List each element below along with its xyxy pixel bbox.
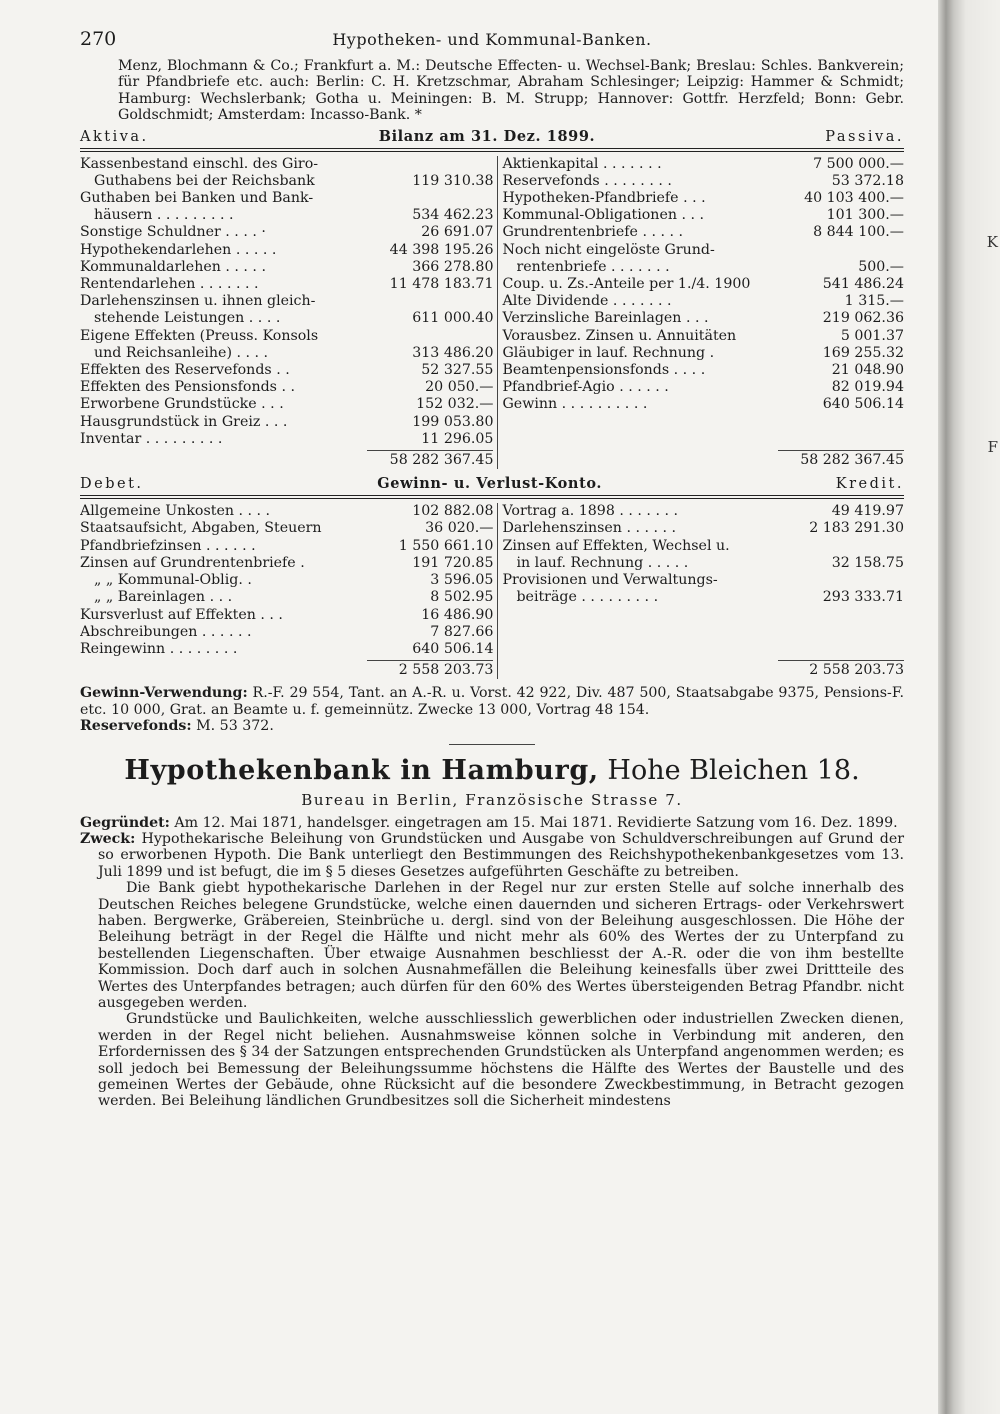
debet-row-amount: 640 506.14 — [412, 640, 494, 657]
passiva-row-amount: 541 486.24 — [822, 276, 904, 293]
debet-row-amount: 1 550 661.10 — [398, 537, 494, 554]
passiva-row-amount: 5 001.37 — [840, 327, 904, 344]
aktiva-row — [80, 396, 493, 413]
running-title: Hypotheken- und Kommunal-Banken. — [332, 30, 652, 49]
passiva-row — [502, 379, 904, 396]
debet-row-label: Staatsaufsicht, Abgaben, Steuern — [80, 520, 322, 537]
aktiva-row — [80, 190, 493, 207]
double-rule — [80, 148, 904, 152]
aktiva-row-label: Erworbene Grundstücke . . . — [80, 396, 284, 413]
debet-row-amount: 102 882.08 — [412, 503, 494, 520]
passiva-row — [502, 293, 904, 310]
aktiva-total: 58 282 367.45 — [367, 450, 493, 469]
aktiva-row — [80, 328, 493, 345]
debet-row-amount: 8 502.95 — [430, 589, 494, 606]
aktiva-row-amount: 11 296.05 — [421, 430, 494, 447]
passiva-row-label: Grundrentenbriefe . . . . . — [502, 224, 684, 241]
balance-title: Bilanz am 31. Dez. 1899. — [378, 127, 596, 145]
passiva-row — [502, 156, 904, 173]
debet-row-amount: 36 020.— — [425, 520, 494, 537]
passiva-row-label: Gläubiger in lauf. Rechnung . — [502, 344, 715, 361]
debet-row-label: Allgemeine Unkosten . . . . — [80, 503, 271, 520]
passiva-row — [502, 310, 904, 327]
passiva-row-amount: 500.— — [858, 258, 904, 275]
passiva-row — [502, 224, 904, 241]
gewinn-verwendung — [80, 685, 904, 718]
kredit-row — [502, 538, 904, 555]
aktiva-row-label: Eigene Effekten (Preuss. Konsols — [80, 327, 319, 344]
kredit-label: Kredit. — [835, 476, 904, 493]
kredit-row — [502, 520, 904, 537]
debet-row-label: „ „ Bareinlagen . . . — [94, 589, 233, 606]
passiva-row-label: Reservefonds . . . . . . . . — [502, 172, 672, 189]
margin-letter: K — [986, 233, 998, 251]
aktiva-row-amount: 119 310.38 — [412, 172, 494, 189]
reservefonds — [80, 718, 904, 734]
passiva-row — [502, 207, 904, 224]
aktiva-row — [80, 379, 493, 396]
page-edge — [938, 0, 1000, 1414]
aktiva-row-amount: 534 462.23 — [412, 207, 494, 224]
aktiva-row — [80, 224, 493, 241]
kredit-row-label: Darlehenszinsen . . . . . . — [502, 520, 677, 537]
bank-title — [80, 755, 904, 787]
aktiva-row-label: Sonstige Schuldner . . . . · — [80, 224, 266, 241]
passiva-total: 58 282 367.45 — [778, 450, 904, 469]
passiva-row — [502, 328, 904, 345]
lending-paragraph: Die Bank giebt hypothekarische Darlehen in der Regel nur zur ersten Stelle auf solche innerhalb des Deutschen Reiches belegene Grundstücke, welche einen dauernden und sicheren Ertrags- oder Verkehrswert haben. Bergwerke, Gräbereien, Steinbrüche u. dergl. sind von der Beleihung ausgeschlossen. Die Höhe der Beleihung beträgt in der Regel die Hälfte und nicht mehr als 60% des Wertes der zu Unterpfand zu bestellenden Liegenschaften. Über etwaige Ausnahmen beschliesst der A.-R. oder die von ihm bestellte Kommission. Doch darf auch in solchen Ausnahmefällen die Beleihung keinesfalls über zwei Drittteile des Wertes des Unterpfandes betragen; auch dürfen für den 60% des Wertes übersteigenden Betrag Pfandbr. nicht ausgegeben werden. — [98, 880, 904, 1011]
passiva-row — [502, 345, 904, 362]
aktiva-row-label: Rentendarlehen . . . . . . . — [80, 276, 259, 293]
pl-header — [80, 475, 904, 493]
passiva-row-label: Coup. u. Zs.-Anteile per 1./4. 1900 — [502, 276, 751, 293]
kredit-row — [502, 572, 904, 589]
aktiva-row — [80, 310, 493, 327]
passiva-row-label: Kommunal-Obligationen . . . — [502, 207, 705, 224]
kredit-row-label: beiträge . . . . . . . . . — [516, 589, 659, 606]
passiva-row — [502, 242, 904, 259]
section-divider — [449, 744, 535, 745]
aktiva-row — [80, 362, 493, 379]
passiva-row-amount: 219 062.36 — [822, 310, 904, 327]
aktiva-label: Aktiva. — [80, 128, 149, 145]
founded-text: Am 12. Mai 1871, handelsger. eingetragen am 15. Mai 1871. Revidierte Satzung vom 16. Dez. 1899. — [174, 814, 898, 831]
debet-row-label: Zinsen auf Grundrentenbriefe . — [80, 554, 305, 571]
aktiva-row-label: Hypothekendarlehen . . . . . — [80, 241, 277, 258]
aktiva-row-label: stehende Leistungen . . . . — [94, 310, 281, 327]
kredit-total: 2 558 203.73 — [778, 660, 904, 679]
debet-row — [80, 555, 493, 572]
aktiva-row — [80, 276, 493, 293]
aktiva-row-amount: 611 000.40 — [412, 310, 494, 327]
debet-row-amount: 191 720.85 — [412, 554, 494, 571]
aktiva-row — [80, 293, 493, 310]
buildings-paragraph: Grundstücke und Baulichkeiten, welche ausschliesslich gewerblichen oder industriellen Zwecken dienen, werden in der Regel nicht beliehen. Ausnahmsweise können solche in Verbindung mit anderen, den Erfordernissen des § 34 der Satzungen entsprechenden Grundstücken als Unterpfand angenommen werden; es soll jedoch bei Bemessung der Beleihungssumme höchstens die Hälfte des Wertes der Baustelle und des gemeinen Wertes der Gebäude, ohne Rücksicht auf die besondere Zweckbestimmung, in Betracht gezogen werden. Bei Beleihung ländlichen Grundbesitzes soll die Sicherheit mindestens — [98, 1011, 904, 1110]
page-content — [80, 24, 904, 1110]
aktiva-row-amount: 313 486.20 — [412, 344, 494, 361]
aktiva-row-label: Kassenbestand einschl. des Giro- — [80, 155, 319, 172]
aktiva-column — [80, 156, 498, 470]
kredit-row-amount: 32 158.75 — [831, 554, 904, 571]
debet-total: 2 558 203.73 — [367, 660, 493, 679]
passiva-row-amount: 169 255.32 — [822, 344, 904, 361]
aktiva-row — [80, 259, 493, 276]
aktiva-row-label: Guthaben bei Banken und Bank- — [80, 190, 314, 207]
passiva-row — [502, 276, 904, 293]
debet-row-amount: 3 596.05 — [430, 572, 494, 589]
passiva-row-label: Aktienkapital . . . . . . . — [502, 155, 662, 172]
passiva-row-label: Pfandbrief-Agio . . . . . . — [502, 379, 669, 396]
debet-row-label: Reingewinn . . . . . . . . — [80, 640, 238, 657]
passiva-row-amount: 21 048.90 — [831, 362, 904, 379]
balance-table — [80, 156, 904, 470]
debet-row — [80, 607, 493, 624]
aktiva-row-label: Inventar . . . . . . . . . — [80, 430, 223, 447]
debet-row — [80, 589, 493, 606]
kredit-row-label: Provisionen und Verwaltungs- — [502, 572, 718, 589]
debet-row — [80, 572, 493, 589]
bank-bureau: Bureau in Berlin, Französische Strasse 7. — [301, 790, 683, 809]
aktiva-row-amount: 11 478 183.71 — [389, 276, 494, 293]
passiva-row-amount: 82 019.94 — [831, 379, 904, 396]
aktiva-row-amount: 152 032.— — [416, 396, 494, 413]
passiva-row-amount: 1 315.— — [844, 293, 904, 310]
pl-table — [80, 503, 904, 679]
aktiva-row — [80, 414, 493, 431]
passiva-row-amount: 101 300.— — [826, 207, 904, 224]
double-rule — [80, 495, 904, 499]
purpose-paragraph — [80, 831, 904, 880]
passiva-label: Passiva. — [825, 128, 904, 145]
aktiva-row-label: Hausgrundstück in Greiz . . . — [80, 413, 288, 430]
passiva-row-amount: 640 506.14 — [822, 396, 904, 413]
aktiva-row-amount: 199 053.80 — [412, 413, 494, 430]
kredit-row-label: in lauf. Rechnung . . . . . — [516, 554, 689, 571]
debet-row — [80, 520, 493, 537]
aktiva-row-label: Guthabens bei der Reichsbank — [94, 172, 315, 189]
kredit-row-amount: 2 183 291.30 — [809, 520, 904, 537]
intro-text: Menz, Blochmann & Co.; Frankfurt a. M.: Deutsche Effecten- u. Wechsel-Bank; Breslau: Schles. Bankverein; für Pfandbriefe etc. auch: Berlin: C. H. Kretzschmar, Abraham Schlesinger; Leipzig: Hammer & Schmidt; Hamburg: Wechslerbank; Gotha u. Meiningen: B. M. Strupp; Hannover: Gottfr. Herzfeld; Bonn: Gebr. Goldschmidt; Amsterdam: Incasso-Bank. * — [118, 58, 904, 124]
kredit-row — [502, 503, 904, 520]
margin-letter: F — [987, 438, 998, 456]
aktiva-row-amount: 366 278.80 — [412, 258, 494, 275]
aktiva-row-label: Effekten des Pensionsfonds . . — [80, 379, 295, 396]
kredit-row-label: Vortrag a. 1898 . . . . . . . — [502, 503, 678, 520]
debet-column — [80, 503, 498, 679]
passiva-row — [502, 396, 904, 413]
passiva-row-amount: 40 103 400.— — [804, 190, 904, 207]
passiva-row-label: Beamtenpensionsfonds . . . . — [502, 362, 706, 379]
debet-row-amount: 16 486.90 — [421, 606, 494, 623]
passiva-row-label: Gewinn . . . . . . . . . . — [502, 396, 648, 413]
aktiva-row — [80, 173, 493, 190]
debet-row — [80, 538, 493, 555]
passiva-row — [502, 362, 904, 379]
passiva-row-label: Vorausbez. Zinsen u. Annuitäten — [502, 327, 737, 344]
debet-row-label: „ „ Kommunal-Oblig. . — [94, 572, 252, 589]
passiva-column — [498, 156, 904, 470]
aktiva-row — [80, 345, 493, 362]
debet-row — [80, 641, 493, 658]
reserve-label: Reservefonds: — [80, 718, 192, 735]
passiva-row-label: Hypotheken-Pfandbriefe . . . — [502, 190, 706, 207]
aktiva-row-label: Effekten des Reservefonds . . — [80, 362, 290, 379]
aktiva-row — [80, 242, 493, 259]
aktiva-row-amount: 20 050.— — [425, 379, 494, 396]
page-number: 270 — [80, 28, 117, 50]
passiva-row-label: Noch nicht eingelöste Grund- — [502, 241, 715, 258]
purpose-label: Zweck: — [80, 830, 136, 847]
passiva-row-label: Verzinsliche Bareinlagen . . . — [502, 310, 709, 327]
aktiva-row-label: Darlehenszinsen u. ihnen gleich- — [80, 293, 316, 310]
aktiva-row-label: häusern . . . . . . . . . — [94, 207, 234, 224]
kredit-row-amount: 293 333.71 — [822, 589, 904, 606]
kredit-column — [498, 503, 904, 679]
passiva-row-amount: 7 500 000.— — [813, 155, 904, 172]
aktiva-row-label: und Reichsanleihe) . . . . — [94, 344, 269, 361]
verwendung-label: Gewinn-Verwendung: — [80, 685, 248, 702]
passiva-row — [502, 190, 904, 207]
passiva-row-amount: 8 844 100.— — [813, 224, 904, 241]
passiva-row-amount: 53 372.18 — [831, 172, 904, 189]
aktiva-row-amount: 44 398 195.26 — [389, 241, 494, 258]
purpose-text: Hypothekarische Beleihung von Grundstücken und Ausgabe von Schuldverschreibungen auf Grund der so erworbenen Hypoth. Die Bank unterliegt den Bestimmungen des Reichshypothekenbankgesetzes vom 13. Juli 1899 und ist befugt, die im § 5 dieses Gesetzes aufgeführten Geschäfte zu betreiben. — [98, 830, 904, 880]
kredit-row — [502, 589, 904, 606]
founded-label: Gegründet: — [80, 814, 170, 831]
verwendung-text: R.-F. 29 554, Tant. an A.-R. u. Vorst. 42 922, Div. 487 500, Staatsabgabe 9375, Pensions-F. etc. 10 000, Grat. an Beamte u. f. gemeinnütz. Zwecke 13 000, Vortrag 48 154. — [80, 685, 904, 718]
debet-row-amount: 7 827.66 — [430, 623, 494, 640]
passiva-row-label: rentenbriefe . . . . . . . — [516, 258, 670, 275]
debet-row — [80, 503, 493, 520]
passiva-row — [502, 173, 904, 190]
running-head — [80, 24, 904, 58]
aktiva-row-amount: 52 327.55 — [421, 362, 494, 379]
pl-title: Gewinn- u. Verlust-Konto. — [377, 475, 603, 493]
bank-name: Hypothekenbank in Hamburg, — [124, 754, 599, 786]
debet-label: Debet. — [80, 476, 144, 493]
debet-row — [80, 624, 493, 641]
balance-header — [80, 128, 904, 146]
passiva-row — [502, 259, 904, 276]
aktiva-row-amount: 26 691.07 — [421, 224, 494, 241]
aktiva-row-label: Kommunaldarlehen . . . . . — [80, 258, 266, 275]
kredit-row-label: Zinsen auf Effekten, Wechsel u. — [502, 537, 730, 554]
passiva-row-label: Alte Dividende . . . . . . . — [502, 293, 672, 310]
bank-address: Hohe Bleichen 18. — [607, 754, 860, 786]
aktiva-row — [80, 207, 493, 224]
debet-row-label: Abschreibungen . . . . . . — [80, 623, 252, 640]
founded-paragraph — [80, 815, 904, 831]
debet-row-label: Pfandbriefzinsen . . . . . . — [80, 537, 256, 554]
reserve-text: M. 53 372. — [196, 718, 274, 735]
aktiva-row — [80, 431, 493, 448]
kredit-row — [502, 555, 904, 572]
aktiva-row — [80, 156, 493, 173]
debet-row-label: Kursverlust auf Effekten . . . — [80, 606, 283, 623]
kredit-row-amount: 49 419.97 — [831, 503, 904, 520]
